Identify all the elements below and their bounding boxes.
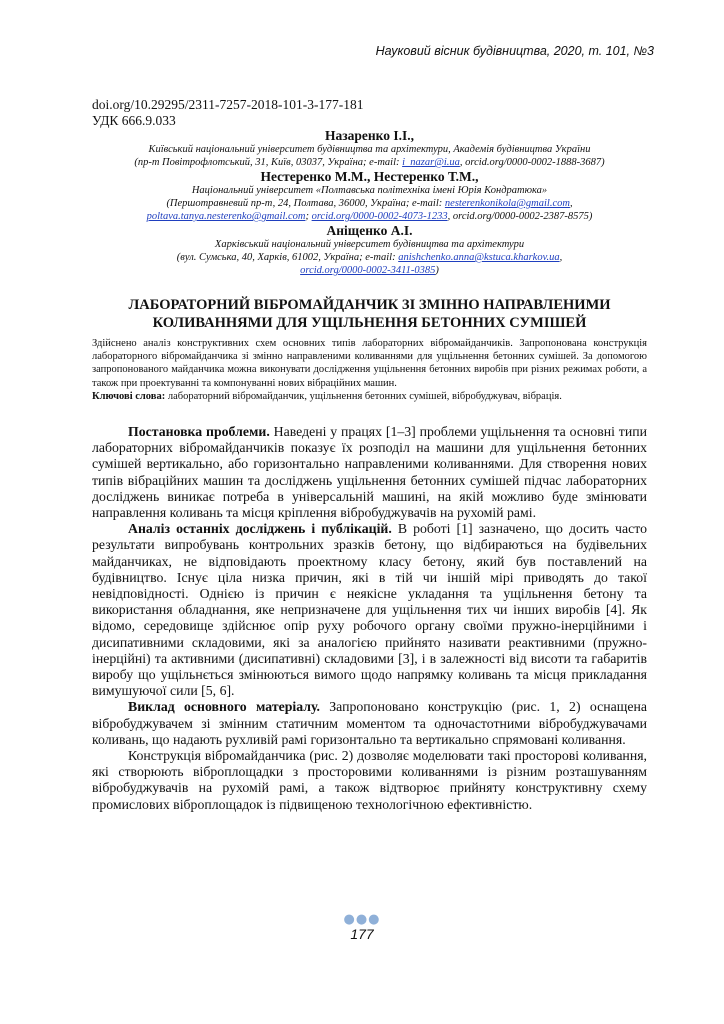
author-affiliation: Київський національний університет будівництва та архітектури, Академія будівництва України xyxy=(148,144,591,155)
author-name: Нестеренко М.М., Нестеренко Т.М., xyxy=(260,169,479,184)
author-name: Назаренко І.І., xyxy=(324,128,415,143)
doi: doi.org/10.29295/2311-7257-2018-101-3-177-181 xyxy=(92,97,364,112)
title-line: ЛАБОРАТОРНИЙ ВІБРОМАЙДАНЧИК ЗІ ЗМІННО НАПРАВЛЕНИМИ xyxy=(128,297,611,313)
email-link[interactable]: anishchenko.anna@kstuca.kharkov.ua xyxy=(398,252,560,263)
running-header: Науковий вісник будівництва, 2020, т. 101, №3 xyxy=(375,44,654,58)
page-number: 177 xyxy=(350,926,374,942)
paragraph xyxy=(92,748,647,813)
section-heading: Аналіз останніх досліджень і публікацій. xyxy=(128,521,392,537)
authors-block xyxy=(92,128,647,277)
email-link[interactable]: i_nazar@i.ua xyxy=(402,157,460,168)
author-address: (пр-т Повітрофлотський, 31, Київ, 03037, Україна; e-mail: i_nazar@i.ua, orcid.org/0000-0002-1888-3687) xyxy=(134,157,605,168)
abstract xyxy=(92,337,647,403)
author-affiliation: Національний університет «Полтавська політехніка імені Юрія Кондратюка» xyxy=(191,185,548,196)
keywords-text: лабораторний вібромайданчик, ущільнення бетонних сумішей, вібробуджувач, вібрація. xyxy=(165,390,562,402)
paragraph-text: В роботі [1] зазначено, що досить часто результати випробувань контрольних зразків бетону, що відбираються на будівельних майданчиках, не відповідають проектному класу бетону, який був поставлений на будівництво. Існує ціла низка причин, які в тій чи іншій мірі приводять до такої невідповідності. Однією із причин є неякісне укладання та ущільнення бетону та використання обладнання, яке непризначене для ущільнення тих чи інших виробів [4]. Як відомо, середовище здійснює опір руху робочого органу своїми пружно-інерційними і дисипативними складовими, які за аналогією прийнято називати реактивними (пружно-інерційні) та активними (дисипативні) складовими [3], і в залежності від висоти та габаритів виробу що ущільнється змінюються вимого щодо напрямку коливань та місця прикладання вимушуючої сили [5, 6]. xyxy=(92,521,647,699)
author-address: orcid.org/0000-0002-3411-0385) xyxy=(300,265,439,276)
section-heading: Постановка проблеми. xyxy=(128,424,270,439)
orcid-link[interactable]: orcid.org/0000-0002-4073-1233 xyxy=(311,211,448,222)
article-title xyxy=(92,297,647,332)
udk: УДК 666.9.033 xyxy=(92,112,176,128)
author-address: (вул. Сумська, 40, Харків, 61002, Україна; e-mail: anishchenko.anna@kstuca.kharkov.ua, xyxy=(176,252,563,263)
paragraph xyxy=(92,424,647,521)
paragraph-text: Запропоновано конструкцію (рис. 1, 2) оснащена вібробуджувачем зі змінним статичним моментом та одночастотними вібробуджувачами коливань, що надають рухливій рамі горизонтально та вертикально спрямовані коливання. xyxy=(92,699,647,747)
title-line: КОЛИВАННЯМИ ДЛЯ УЩІЛЬНЕННЯ БЕТОННИХ СУМІШЕЙ xyxy=(152,314,587,331)
paragraph-text: Конструкція вібромайданчика (рис. 2) дозволяє моделювати такі просторові коливання, які створюють віброплощадки з просторовими коливаннями із різним розташуванням вібробуджувачів на рухомій рамі, а також відтворює прийняту конструктивну схему промислових віброплощадок із підвищеною технологічною ефективністю. xyxy=(92,748,647,812)
footer-dots: ●●● xyxy=(343,912,381,927)
email-link[interactable]: nesterenkonikola@gmail.com xyxy=(444,198,570,209)
author-affiliation: Харківський національний університет будівництва та архітектури xyxy=(214,239,525,250)
author-address: (Першотравневий пр-т, 24, Полтава, 36000, Україна; e-mail: nesterenkonikola@gmail.com, xyxy=(166,198,573,209)
paragraph xyxy=(92,699,647,748)
article-meta xyxy=(92,97,363,128)
paragraph xyxy=(92,521,647,699)
orcid-link[interactable]: orcid.org/0000-0002-3411-0385 xyxy=(300,265,436,276)
abstract-text: Здійснено аналіз конструктивних схем основних типів лабораторних вібромайданчиків. Запропонована конструкція лабораторного вібромайданчика зі змінно направленими коливаннями для ущільнення бетонних сумішей. За допомогою запропонованого майданчика можна виконувати дослідження ущільнення бетонних виробів при різних режимах роботи, а також при проектуванні та компонуванні нових вібраційних машин. xyxy=(92,338,647,389)
paragraph-text: Наведені у працях [1–3] проблеми ущільнення та основні типи лабораторних вібромайданчиків показує їх розподіл на машини для ущільнення бетонних сумішей вертикально, або горизонтально направленими коливаннями. Для створення нових типів вібраційних машин та досліджень ущільнення бетонних сумішей підчас лабораторних досліджень виникає потреба в універсальній машині, на якій можливо буде змінювати направлення коливань та місця кріплення вібробуджувачів на рухомій рамі. xyxy=(92,424,647,521)
section-heading: Виклад основного матеріалу. xyxy=(128,699,320,715)
article-body xyxy=(92,424,647,813)
email-link[interactable]: poltava.tanya.nesterenko@gmail.com xyxy=(146,211,306,222)
keywords-label: Ключові слова: xyxy=(92,390,166,402)
author-address: poltava.tanya.nesterenko@gmail.com; orcid.org/0000-0002-4073-1233, orcid.org/0000-0002-2387-8575) xyxy=(146,211,593,222)
author-name: Аніщенко А.І. xyxy=(326,223,413,238)
